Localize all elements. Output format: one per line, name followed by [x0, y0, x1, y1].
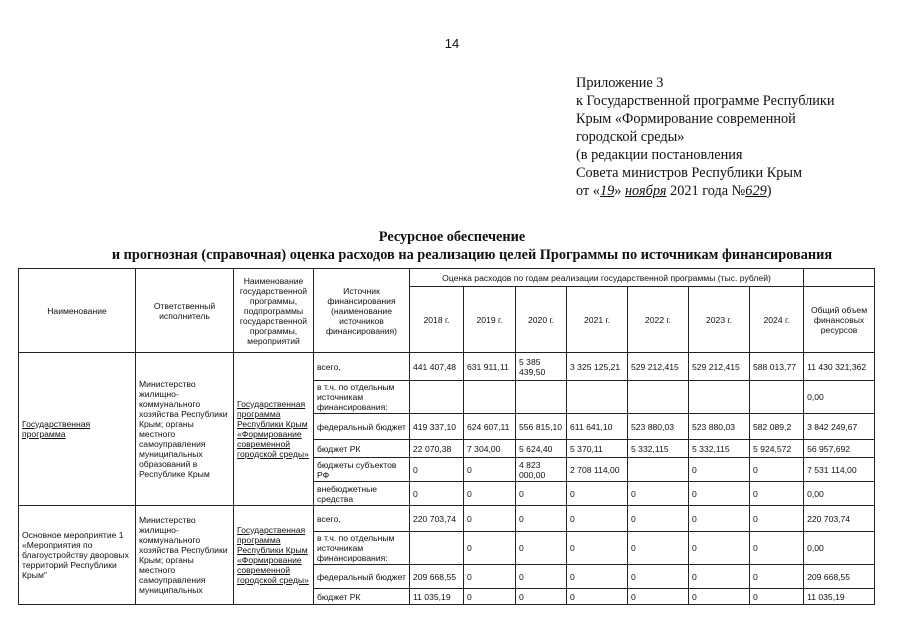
value-cell: 0 [750, 482, 804, 506]
date-mid: » [614, 183, 622, 199]
value-cell: 0 [464, 565, 516, 589]
section-name: Государственная программа [19, 353, 136, 506]
value-cell: 0 [567, 506, 628, 532]
header-year: 2022 г. [628, 287, 689, 353]
value-cell [628, 458, 689, 482]
value-cell [689, 381, 750, 414]
source-cell: внебюджетные средства [314, 482, 410, 506]
section-name: Основное мероприятие 1 «Мероприятия по благоустройству дворовых территорий Республики Крым" [19, 506, 136, 605]
value-cell: 5 624,40 [516, 440, 567, 458]
value-cell: 220 703,74 [410, 506, 464, 532]
value-cell: 0 [567, 589, 628, 605]
header-program: Наименование государственной программы, подпрограммы государственной программы, мероприятий [234, 269, 314, 353]
header-blank [804, 269, 875, 287]
source-cell: бюджеты субъектов РФ [314, 458, 410, 482]
value-cell: 5 332,115 [628, 440, 689, 458]
value-cell [567, 381, 628, 414]
total-cell: 11 430 321,362 [804, 353, 875, 381]
source-cell: всего, [314, 353, 410, 381]
value-cell: 0 [567, 482, 628, 506]
header-year: 2019 г. [464, 287, 516, 353]
value-cell: 0 [464, 532, 516, 565]
value-cell: 5 924,572 [750, 440, 804, 458]
title-line-1: Ресурсное обеспечение [378, 229, 526, 245]
header-year: 2021 г. [567, 287, 628, 353]
source-cell: в т.ч. по отдельным источникам финансирования: [314, 381, 410, 414]
value-cell: 0 [464, 482, 516, 506]
value-cell: 209 668,55 [410, 565, 464, 589]
date-day: 19 [599, 183, 615, 199]
total-cell: 3 842 249,67 [804, 414, 875, 440]
value-cell: 5 332,115 [689, 440, 750, 458]
value-cell: 0 [689, 532, 750, 565]
date-month: ноября [624, 183, 667, 199]
value-cell [628, 381, 689, 414]
source-cell: бюджет РК [314, 589, 410, 605]
header-year: 2023 г. [689, 287, 750, 353]
value-cell [410, 532, 464, 565]
value-cell: 0 [464, 458, 516, 482]
value-cell: 0 [567, 565, 628, 589]
header-source: Источник финансирования (наименование источников финансирования) [314, 269, 410, 353]
value-cell [464, 381, 516, 414]
value-cell: 0 [689, 482, 750, 506]
section-program: Государственная программа Республики Крым «Формирование современной городской среды» [234, 506, 314, 605]
value-cell: 11 035,19 [410, 589, 464, 605]
value-cell: 4 823 000,00 [516, 458, 567, 482]
source-cell: всего, [314, 506, 410, 532]
appendix-line: к Государственной программе Республики [576, 93, 835, 109]
value-cell: 0 [516, 482, 567, 506]
header-year: 2024 г. [750, 287, 804, 353]
value-cell: 631 911,11 [464, 353, 516, 381]
value-cell: 0 [689, 506, 750, 532]
value-cell: 7 304,00 [464, 440, 516, 458]
value-cell: 611 641,10 [567, 414, 628, 440]
value-cell [410, 381, 464, 414]
total-cell: 0,00 [804, 532, 875, 565]
value-cell: 0 [750, 458, 804, 482]
appendix-line: (в редакции постановления [576, 147, 743, 163]
date-prefix: от « [576, 183, 600, 199]
total-cell: 0,00 [804, 482, 875, 506]
value-cell: 0 [689, 458, 750, 482]
value-cell: 0 [628, 506, 689, 532]
value-cell: 0 [410, 482, 464, 506]
value-cell: 0 [464, 506, 516, 532]
table-row [19, 506, 875, 532]
decree-number: 629 [745, 183, 767, 199]
value-cell: 441 407,48 [410, 353, 464, 381]
total-cell: 56 957,692 [804, 440, 875, 458]
value-cell: 529 212,415 [689, 353, 750, 381]
value-cell: 0 [628, 532, 689, 565]
source-cell: федеральный бюджет [314, 565, 410, 589]
value-cell: 0 [516, 532, 567, 565]
value-cell: 419 337,10 [410, 414, 464, 440]
total-cell: 11 035,19 [804, 589, 875, 605]
value-cell: 523 880,03 [689, 414, 750, 440]
value-cell [750, 381, 804, 414]
source-cell: бюджет РК [314, 440, 410, 458]
section-program: Государственная программа Республики Крым «Формирование современной городской среды» [234, 353, 314, 506]
resources-table [18, 268, 875, 605]
value-cell: 0 [628, 589, 689, 605]
header-year: 2020 г. [516, 287, 567, 353]
value-cell: 5 370,11 [567, 440, 628, 458]
value-cell: 0 [628, 565, 689, 589]
value-cell: 0 [410, 458, 464, 482]
appendix-date-line: от «19» ноября 2021 года №629) [576, 183, 772, 199]
appendix-line: Совета министров Республики Крым [576, 165, 803, 181]
value-cell: 624 607,11 [464, 414, 516, 440]
value-cell: 0 [567, 532, 628, 565]
value-cell: 0 [516, 565, 567, 589]
value-cell: 0 [516, 589, 567, 605]
header-name: Наименование [19, 269, 136, 353]
value-cell: 0 [689, 565, 750, 589]
source-cell: федеральный бюджет [314, 414, 410, 440]
header-estimate: Оценка расходов по годам реализации государственной программы (тыс. рублей) [410, 269, 804, 287]
value-cell: 588 013,77 [750, 353, 804, 381]
header-executor: Ответственный исполнитель [136, 269, 234, 353]
total-cell: 209 668,55 [804, 565, 875, 589]
total-cell: 7 531 114,00 [804, 458, 875, 482]
value-cell: 22 070,38 [410, 440, 464, 458]
value-cell: 3 325 125,21 [567, 353, 628, 381]
value-cell: 0 [689, 589, 750, 605]
value-cell: 582 089,2 [750, 414, 804, 440]
total-cell: 0,00 [804, 381, 875, 414]
value-cell: 0 [464, 589, 516, 605]
title-line-2: и прогнозная (справочная) оценка расходов на реализацию целей Программы по источникам финансирования [111, 247, 833, 263]
appendix-block [576, 74, 876, 200]
appendix-line: Приложение 3 [576, 75, 664, 91]
value-cell: 0 [750, 589, 804, 605]
section-executor: Министерство жилищно-коммунального хозяйства Республики Крым; органы местного самоуправления муниципальных [136, 506, 234, 605]
value-cell: 0 [750, 532, 804, 565]
value-cell: 0 [750, 506, 804, 532]
table-row [19, 353, 875, 381]
appendix-line: Крым «Формирование современной [576, 111, 796, 127]
header-total: Общий объем финансовых ресурсов [804, 287, 875, 353]
value-cell: 0 [628, 482, 689, 506]
value-cell [516, 381, 567, 414]
source-cell: в т.ч. по отдельным источникам финансирования: [314, 532, 410, 565]
value-cell: 0 [750, 565, 804, 589]
value-cell: 523 880,03 [628, 414, 689, 440]
value-cell: 556 815,10 [516, 414, 567, 440]
value-cell: 5 385 439,50 [516, 353, 567, 381]
page-number: 14 [444, 36, 460, 51]
document-title [0, 228, 904, 264]
value-cell: 0 [516, 506, 567, 532]
date-year: 2021 года № [670, 183, 746, 199]
section-executor: Министерство жилищно-коммунального хозяйства Республики Крым; органы местного самоуправления муниципальных образований в Республике Крым [136, 353, 234, 506]
header-year: 2018 г. [410, 287, 464, 353]
value-cell: 529 212,415 [628, 353, 689, 381]
value-cell: 2 708 114,00 [567, 458, 628, 482]
appendix-line: городской среды» [576, 129, 685, 145]
total-cell: 220 703,74 [804, 506, 875, 532]
